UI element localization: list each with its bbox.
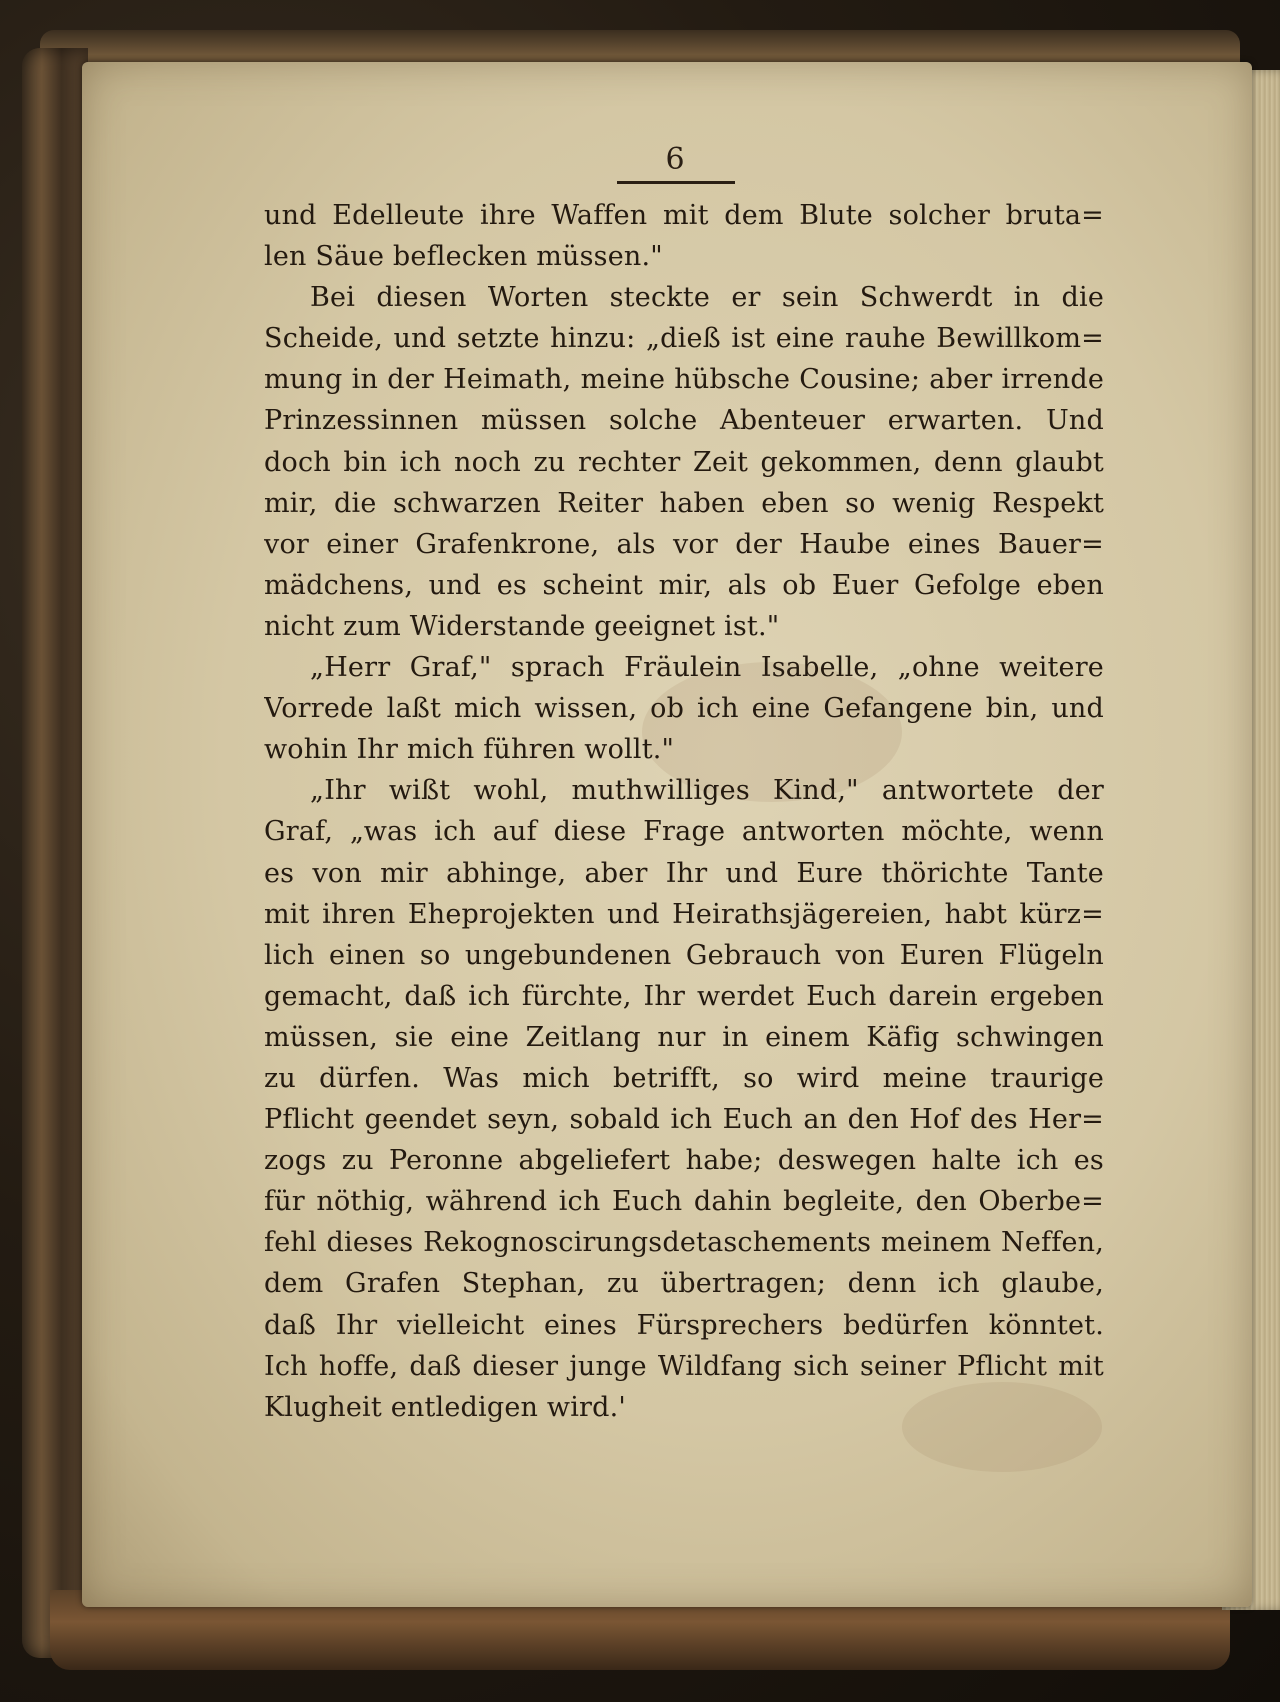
text-line: mir, die schwarzen Reiter haben eben so wenig Respekt bbox=[264, 487, 1104, 519]
text-line: mädchens, und es scheint mir, als ob Euer Gefolge eben bbox=[264, 569, 1104, 601]
text-line: Ich hoffe, daß dieser junge Wildfang sich seiner Pflicht mit bbox=[264, 1350, 1104, 1382]
text-line: und Edelleute ihre Waffen mit dem Blute solcher bruta= bbox=[264, 200, 1104, 231]
text-line: gemacht, daß ich fürchte, Ihr werdet Euch darein ergeben bbox=[264, 980, 1104, 1012]
text-line: mung in der Heimath, meine hübsche Cousine; aber irrende bbox=[264, 364, 1104, 396]
book-spine bbox=[22, 48, 88, 1658]
text-line: mit ihren Eheprojekten und Heirathsjägereien, habt kürz= bbox=[264, 898, 1104, 930]
text-line: daß Ihr vielleicht eines Fürsprechers bedürfen könntet. bbox=[264, 1309, 1104, 1341]
page-number-rule bbox=[617, 181, 735, 184]
text-line: fehl dieses Rekognoscirungsdetaschements meinem Neffen, bbox=[264, 1227, 1104, 1259]
text-line: zogs zu Peronne abgeliefert habe; deswegen halte ich es bbox=[264, 1145, 1104, 1177]
text-line: Graf, „was ich auf diese Frage antworten möchte, wenn bbox=[264, 816, 1104, 848]
text-line: „Herr Graf," sprach Fräulein Isabelle, „ohne weitere bbox=[310, 652, 1104, 684]
text-line: Bei diesen Worten steckte er sein Schwerdt in die bbox=[310, 282, 1104, 314]
body-text bbox=[264, 195, 1104, 1428]
text-line: dem Grafen Stephan, zu übertragen; denn ich glaube, bbox=[264, 1268, 1104, 1300]
text-line: für nöthig, während ich Euch dahin begleite, den Oberbe= bbox=[264, 1186, 1104, 1218]
text-line: zu dürfen. Was mich betrifft, so wird meine traurige bbox=[264, 1062, 1104, 1094]
text-line: lich einen so ungebundenen Gebrauch von Euren Flügeln bbox=[264, 939, 1104, 971]
text-line: len Säue beflecken müssen." bbox=[264, 241, 663, 273]
page-number: 6 bbox=[665, 142, 685, 177]
text-line: wohin Ihr mich führen wollt." bbox=[264, 734, 675, 766]
text-line: müssen, sie eine Zeitlang nur in einem Käfig schwingen bbox=[264, 1021, 1104, 1053]
text-line: Prinzessinnen müssen solche Abenteuer erwarten. Und bbox=[264, 405, 1104, 437]
text-line: es von mir abhinge, aber Ihr und Eure thörichte Tante bbox=[264, 857, 1104, 889]
text-line: doch bin ich noch zu rechter Zeit gekommen, denn glaubt bbox=[264, 446, 1104, 478]
text-line: „Ihr wißt wohl, muthwilliges Kind," antwortete der bbox=[310, 775, 1104, 807]
text-line: nicht zum Widerstande geeignet ist." bbox=[264, 610, 780, 642]
text-line: Klugheit entledigen wird.' bbox=[264, 1391, 627, 1423]
text-line: vor einer Grafenkrone, als vor der Haube eines Bauer= bbox=[264, 528, 1104, 560]
text-line: Scheide, und setzte hinzu: „dieß ist eine rauhe Bewillkom= bbox=[264, 323, 1104, 355]
text-line: Pflicht geendet seyn, sobald ich Euch an den Hof des Her= bbox=[264, 1104, 1104, 1136]
text-line: Vorrede laßt mich wissen, ob ich eine Gefangene bin, und bbox=[264, 693, 1104, 725]
